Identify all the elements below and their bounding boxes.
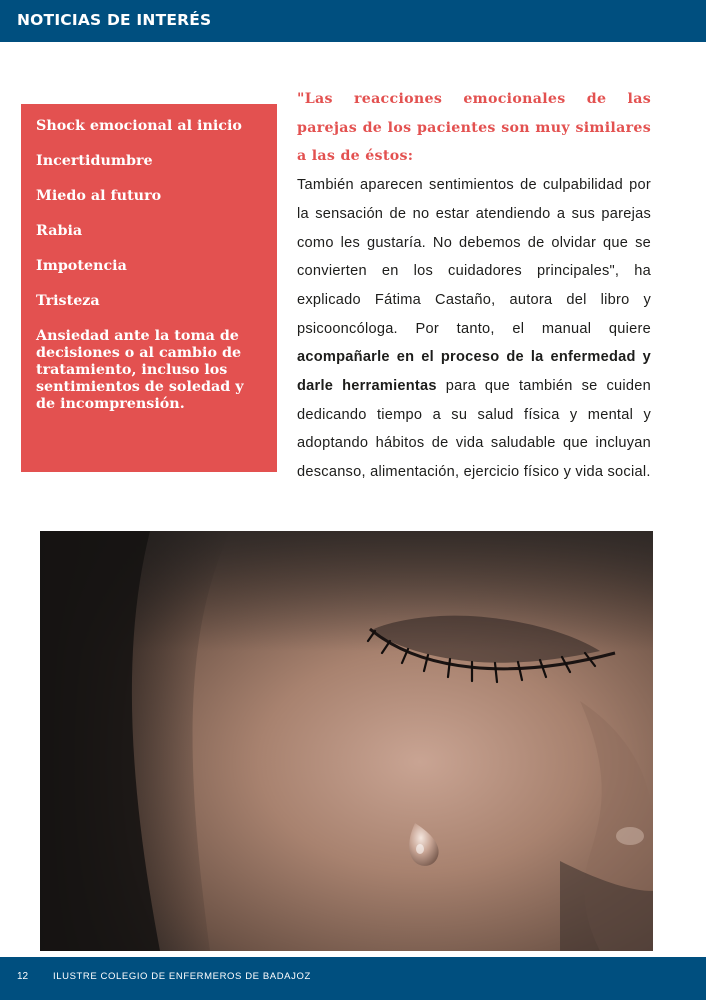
emotion-item: Ansiedad ante la toma de decisiones o al cambio de tratamiento, incluso los sentimientos de soledad y de incomprensión.: [36, 328, 244, 412]
emotion-item: Incertidumbre: [36, 153, 153, 169]
emotion-item: Impotencia: [36, 258, 127, 274]
emotions-callout: [21, 104, 277, 472]
article-column: [297, 85, 651, 487]
section-title: NOTICIAS DE INTERÉS: [17, 11, 212, 29]
emotion-item: Tristeza: [36, 293, 100, 309]
pull-quote: "Las reacciones emocionales de las parejas de los pacientes son muy similares a las de éstos:: [297, 91, 651, 165]
emotion-item: Shock emocional al inicio: [36, 118, 242, 134]
article-text-highlight: acompañarle en el proceso de la enfermedad y darle herramientas: [297, 349, 651, 395]
article-text-intro: También aparecen sentimientos de culpabilidad por la sensación de no estar atendiendo a sus parejas como les gustaría. No debemos de olvidar que se convierten en los cuidadores principales", ha explicado Fátima Castaño, autora del libro y psicooncóloga. Por tanto, el manual quiere: [297, 177, 651, 337]
article-text-closing: para que también se cuiden dedicando tiempo a su salud física y mental y adoptando hábitos de vida saludable que incluyan descanso, alimentación, ejercicio físico y vida social.: [297, 378, 651, 481]
publisher-name: ILUSTRE COLEGIO DE ENFERMEROS DE BADAJOZ: [53, 971, 311, 982]
page-number: 12: [17, 971, 29, 982]
crying-face-photo: [40, 531, 653, 951]
emotion-item: Miedo al futuro: [36, 188, 162, 204]
page-footer: [0, 957, 706, 1000]
page-header: [0, 0, 706, 42]
article-paragraph: [297, 171, 651, 487]
photo-illustration: [40, 531, 653, 951]
emotion-item: Rabia: [36, 223, 83, 239]
